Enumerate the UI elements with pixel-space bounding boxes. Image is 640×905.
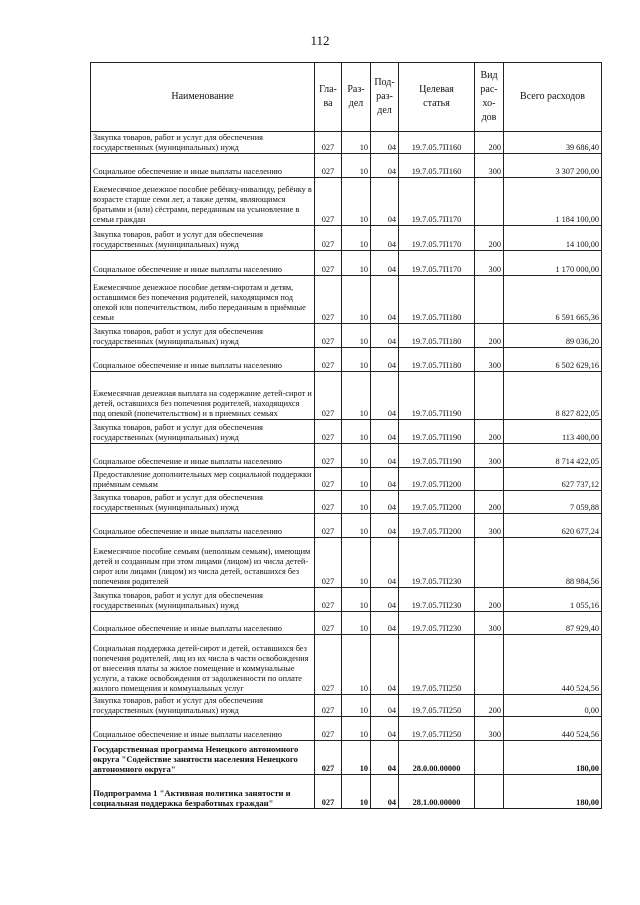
row-razdel: 10 [342, 276, 371, 324]
table-row [91, 514, 602, 538]
table-row [91, 324, 602, 348]
row-glava: 027 [315, 276, 342, 324]
row-name: Социальное обеспечение и иные выплаты населению [91, 154, 315, 178]
row-total: 1 184 100,00 [504, 178, 602, 226]
table-row [91, 695, 602, 717]
table-row [91, 178, 602, 226]
row-name: Ежемесячное пособие семьям (неполным семьям), имеющим детей и созданным при этом лицами (лицом) из числа детей-сирот или лицами (лицом) из числа детей, оставшихся без попечения родителей [91, 538, 315, 588]
row-vid [475, 538, 504, 588]
row-total: 87 929,40 [504, 612, 602, 635]
row-podrazdel: 04 [371, 251, 399, 276]
row-name: Социальное обеспечение и иные выплаты населению [91, 717, 315, 741]
row-podrazdel: 04 [371, 420, 399, 444]
row-target: 19.7.05.7П230 [399, 588, 475, 612]
row-podrazdel: 04 [371, 635, 399, 695]
row-vid: 200 [475, 588, 504, 612]
row-total: 6 502 629,16 [504, 348, 602, 372]
row-razdel: 10 [342, 154, 371, 178]
row-target: 28.0.00.00000 [399, 741, 475, 775]
row-razdel: 10 [342, 132, 371, 154]
row-glava: 027 [315, 635, 342, 695]
row-razdel: 10 [342, 695, 371, 717]
row-razdel: 10 [342, 178, 371, 226]
row-podrazdel: 04 [371, 348, 399, 372]
row-vid: 200 [475, 132, 504, 154]
row-name: Социальное обеспечение и иные выплаты населению [91, 251, 315, 276]
row-vid: 200 [475, 226, 504, 251]
row-glava: 027 [315, 226, 342, 251]
row-name: Ежемесячное денежное пособие детям-сиротам и детям, оставшимся без попечения родителей, находящимся под опекой или попечительством, либо переданным в приёмные семьи [91, 276, 315, 324]
row-name: Закупка товаров, работ и услуг для обеспечения государственных (муниципальных) нужд [91, 132, 315, 154]
row-vid: 300 [475, 717, 504, 741]
row-name: Ежемесячное денежное пособие ребёнку-инвалиду, ребёнку в возрасте старше семи лет, а также детям, являющимся братьями и (или) сёстрами, переданным на усыновление в семьи граждан [91, 178, 315, 226]
table-row [91, 468, 602, 491]
row-name: Закупка товаров, работ и услуг для обеспечения государственных (муниципальных) нужд [91, 226, 315, 251]
row-glava: 027 [315, 468, 342, 491]
row-total: 0,00 [504, 695, 602, 717]
table-row [91, 444, 602, 468]
table-header-row [91, 63, 602, 132]
row-vid: 300 [475, 154, 504, 178]
row-razdel: 10 [342, 468, 371, 491]
row-total: 7 059,88 [504, 491, 602, 514]
row-podrazdel: 04 [371, 491, 399, 514]
row-glava: 027 [315, 775, 342, 809]
row-razdel: 10 [342, 588, 371, 612]
row-vid: 200 [475, 324, 504, 348]
row-target: 19.7.05.7П190 [399, 444, 475, 468]
row-vid [475, 775, 504, 809]
table-row [91, 132, 602, 154]
row-glava: 027 [315, 491, 342, 514]
header-podrazdel-label: Под- раз- дел [374, 77, 395, 116]
row-target: 19.7.05.7П200 [399, 514, 475, 538]
row-total: 113 400,00 [504, 420, 602, 444]
row-vid: 300 [475, 514, 504, 538]
row-razdel: 10 [342, 324, 371, 348]
row-podrazdel: 04 [371, 695, 399, 717]
row-target: 19.7.05.7П170 [399, 178, 475, 226]
row-razdel: 10 [342, 372, 371, 420]
row-total: 8 827 822,05 [504, 372, 602, 420]
row-razdel: 10 [342, 612, 371, 635]
row-vid [475, 741, 504, 775]
row-vid [475, 372, 504, 420]
row-podrazdel: 04 [371, 588, 399, 612]
row-name: Социальное обеспечение и иные выплаты населению [91, 444, 315, 468]
row-glava: 027 [315, 695, 342, 717]
row-vid [475, 276, 504, 324]
row-glava: 027 [315, 348, 342, 372]
row-razdel: 10 [342, 538, 371, 588]
budget-table [90, 62, 602, 809]
row-glava: 027 [315, 717, 342, 741]
row-total: 440 524,56 [504, 635, 602, 695]
row-glava: 027 [315, 538, 342, 588]
table-row [91, 741, 602, 775]
row-target: 19.7.05.7П190 [399, 420, 475, 444]
row-total: 620 677,24 [504, 514, 602, 538]
row-razdel: 10 [342, 775, 371, 809]
table-row [91, 154, 602, 178]
table-row [91, 276, 602, 324]
row-vid [475, 178, 504, 226]
row-name: Предоставление дополнительных мер социальной поддержки приёмным семьям [91, 468, 315, 491]
row-podrazdel: 04 [371, 178, 399, 226]
row-vid: 300 [475, 251, 504, 276]
table-row [91, 612, 602, 635]
row-name: Ежемесячная денежная выплата на содержание детей-сирот и детей, оставшихся без попечения родителей, находящихся под опекой (попечительством) и в приемных семьях [91, 372, 315, 420]
row-total: 8 714 422,05 [504, 444, 602, 468]
row-target: 19.7.05.7П170 [399, 226, 475, 251]
row-razdel: 10 [342, 444, 371, 468]
row-podrazdel: 04 [371, 324, 399, 348]
row-vid: 200 [475, 420, 504, 444]
row-total: 180,00 [504, 775, 602, 809]
table-body [91, 132, 602, 809]
row-vid: 200 [475, 695, 504, 717]
header-vid [475, 63, 504, 132]
row-razdel: 10 [342, 251, 371, 276]
row-target: 19.7.05.7П230 [399, 612, 475, 635]
row-podrazdel: 04 [371, 538, 399, 588]
row-podrazdel: 04 [371, 741, 399, 775]
row-target: 19.7.05.7П160 [399, 132, 475, 154]
header-glava-label: Гла- ва [319, 84, 337, 109]
row-name: Социальное обеспечение и иные выплаты населению [91, 348, 315, 372]
row-name: Закупка товаров, работ и услуг для обеспечения государственных (муниципальных) нужд [91, 324, 315, 348]
row-name: Подпрограмма 1 "Активная политика занятости и социальная поддержка безработных граждан" [91, 775, 315, 809]
row-vid [475, 468, 504, 491]
row-podrazdel: 04 [371, 612, 399, 635]
row-glava: 027 [315, 612, 342, 635]
row-glava: 027 [315, 178, 342, 226]
row-podrazdel: 04 [371, 717, 399, 741]
row-podrazdel: 04 [371, 514, 399, 538]
header-podrazdel [371, 63, 399, 132]
header-vid-label: Вид рас- хо- дов [480, 70, 498, 123]
header-glava [315, 63, 342, 132]
row-glava: 027 [315, 588, 342, 612]
row-total: 1 170 000,00 [504, 251, 602, 276]
row-total: 3 307 200,00 [504, 154, 602, 178]
table-row [91, 538, 602, 588]
row-glava: 027 [315, 444, 342, 468]
row-target: 19.7.05.7П180 [399, 276, 475, 324]
row-name: Закупка товаров, работ и услуг для обеспечения государственных (муниципальных) нужд [91, 420, 315, 444]
row-total: 14 100,00 [504, 226, 602, 251]
row-total: 89 036,20 [504, 324, 602, 348]
row-razdel: 10 [342, 226, 371, 251]
row-glava: 027 [315, 420, 342, 444]
row-razdel: 10 [342, 741, 371, 775]
table-row [91, 420, 602, 444]
header-razdel-label: Раз- дел [347, 84, 365, 109]
table-row [91, 491, 602, 514]
row-total: 627 737,12 [504, 468, 602, 491]
row-vid: 300 [475, 444, 504, 468]
row-glava: 027 [315, 741, 342, 775]
row-podrazdel: 04 [371, 468, 399, 491]
row-podrazdel: 04 [371, 226, 399, 251]
row-glava: 027 [315, 251, 342, 276]
row-name: Социальная поддержка детей-сирот и детей, оставшихся без попечения родителей, лиц из их числа в части освобождения от внесения платы за жилое помещение и коммунальные услуги, а также освобождения от задолженности по оплате жилого помещения и коммунальных услуг [91, 635, 315, 695]
row-razdel: 10 [342, 491, 371, 514]
row-total: 88 984,56 [504, 538, 602, 588]
header-target-label: Целевая статья [419, 84, 454, 109]
row-glava: 027 [315, 154, 342, 178]
row-total: 6 591 665,36 [504, 276, 602, 324]
table-row [91, 372, 602, 420]
row-podrazdel: 04 [371, 132, 399, 154]
row-podrazdel: 04 [371, 154, 399, 178]
row-vid [475, 635, 504, 695]
header-name: Наименование [91, 63, 315, 132]
row-podrazdel: 04 [371, 444, 399, 468]
row-name: Социальное обеспечение и иные выплаты населению [91, 612, 315, 635]
row-total: 39 686,40 [504, 132, 602, 154]
table-row [91, 251, 602, 276]
row-podrazdel: 04 [371, 372, 399, 420]
row-target: 19.7.05.7П190 [399, 372, 475, 420]
row-razdel: 10 [342, 514, 371, 538]
header-total: Всего расходов [504, 63, 602, 132]
table-row [91, 588, 602, 612]
row-target: 19.7.05.7П170 [399, 251, 475, 276]
row-target: 19.7.05.7П180 [399, 324, 475, 348]
row-total: 440 524,56 [504, 717, 602, 741]
row-glava: 027 [315, 514, 342, 538]
row-name: Закупка товаров, работ и услуг для обеспечения государственных (муниципальных) нужд [91, 695, 315, 717]
row-razdel: 10 [342, 420, 371, 444]
row-glava: 027 [315, 372, 342, 420]
row-target: 19.7.05.7П250 [399, 695, 475, 717]
row-target: 19.7.05.7П200 [399, 491, 475, 514]
row-target: 19.7.05.7П230 [399, 538, 475, 588]
row-target: 19.7.05.7П160 [399, 154, 475, 178]
row-razdel: 10 [342, 717, 371, 741]
header-target [399, 63, 475, 132]
row-total: 1 055,16 [504, 588, 602, 612]
row-podrazdel: 04 [371, 775, 399, 809]
row-name: Социальное обеспечение и иные выплаты населению [91, 514, 315, 538]
table-row [91, 717, 602, 741]
table-row [91, 775, 602, 809]
table-row [91, 635, 602, 695]
page-number: 112 [310, 33, 330, 48]
row-name: Государственная программа Ненецкого автономного округа "Содействие занятости населения Ненецкого автономного округа" [91, 741, 315, 775]
row-razdel: 10 [342, 348, 371, 372]
row-target: 19.7.05.7П250 [399, 717, 475, 741]
row-glava: 027 [315, 324, 342, 348]
header-razdel [342, 63, 371, 132]
row-target: 19.7.05.7П200 [399, 468, 475, 491]
row-total: 180,00 [504, 741, 602, 775]
row-target: 19.7.05.7П180 [399, 348, 475, 372]
row-target: 19.7.05.7П250 [399, 635, 475, 695]
row-glava: 027 [315, 132, 342, 154]
row-razdel: 10 [342, 635, 371, 695]
row-podrazdel: 04 [371, 276, 399, 324]
row-target: 28.1.00.00000 [399, 775, 475, 809]
table-row [91, 348, 602, 372]
row-name: Закупка товаров, работ и услуг для обеспечения государственных (муниципальных) нужд [91, 588, 315, 612]
row-vid: 200 [475, 491, 504, 514]
table-row [91, 226, 602, 251]
row-name: Закупка товаров, работ и услуг для обеспечения государственных (муниципальных) нужд [91, 491, 315, 514]
row-vid: 300 [475, 348, 504, 372]
row-vid: 300 [475, 612, 504, 635]
